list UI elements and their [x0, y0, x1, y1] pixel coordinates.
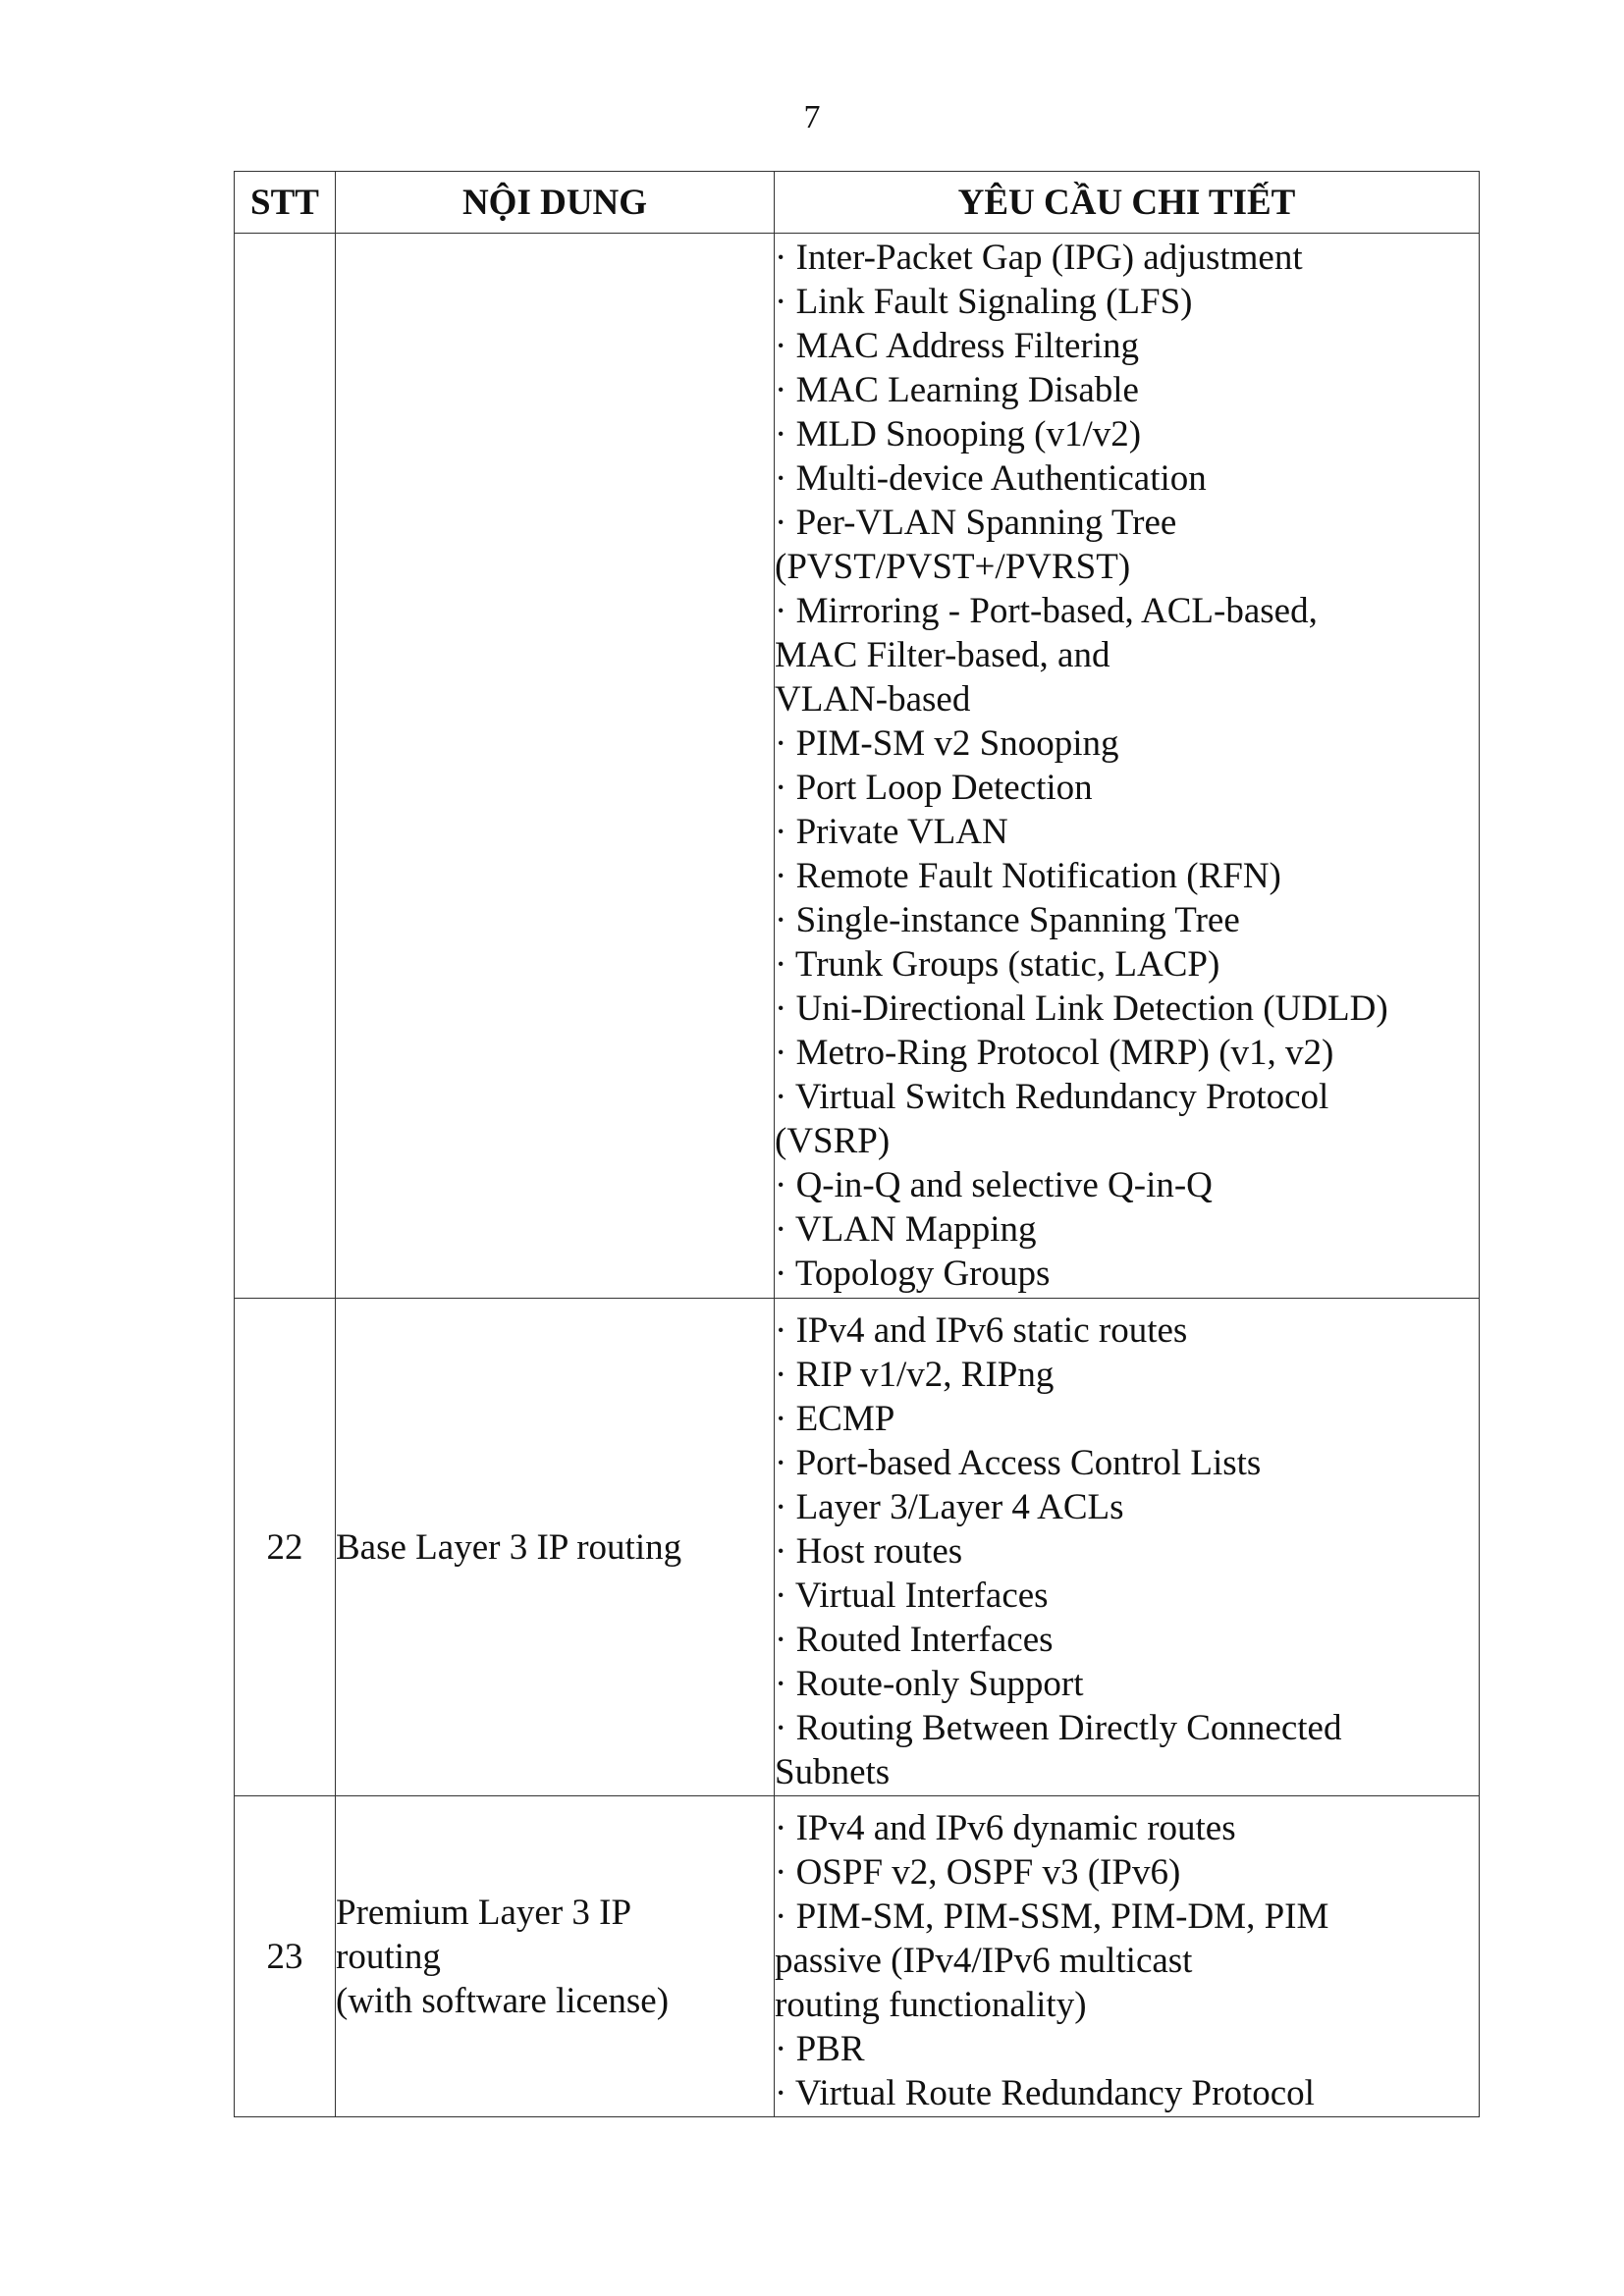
detail-line: · Port-based Access Control Lists [775, 1443, 1262, 1483]
detail-line: · ECMP [775, 1399, 895, 1439]
detail-line: · Link Fault Signaling (LFS) [775, 282, 1193, 322]
detail-line: · Q-in-Q and selective Q-in-Q [775, 1165, 1213, 1205]
detail-line: passive (IPv4/IPv6 multicast [775, 1941, 1193, 1981]
detail-line: · Uni-Directional Link Detection (UDLD) [775, 988, 1388, 1029]
header-yeu-cau-chi-tiet: YÊU CẦU CHI TIẾT [775, 172, 1480, 234]
page-number: 7 [803, 99, 821, 135]
row-details [775, 234, 1480, 1299]
detail-line: · Remote Fault Notification (RFN) [775, 856, 1281, 896]
detail-line: · PIM-SM v2 Snooping [775, 723, 1119, 764]
row-content [336, 234, 775, 1299]
detail-line: · Multi-device Authentication [775, 458, 1207, 499]
detail-line: · Virtual Switch Redundancy Protocol [775, 1077, 1329, 1117]
detail-line: · VLAN Mapping [775, 1209, 1037, 1250]
detail-line: · Single-instance Spanning Tree [775, 900, 1240, 940]
row-content [336, 1299, 775, 1796]
table-header [235, 172, 1480, 234]
detail-line: · MAC Address Filtering [775, 326, 1140, 366]
detail-line: · MAC Learning Disable [775, 370, 1139, 410]
content-line: (with software license) [336, 1980, 670, 2021]
detail-line: · Virtual Route Redundancy Protocol [775, 2073, 1315, 2113]
detail-line: · Virtual Interfaces [775, 1575, 1049, 1616]
header-noi-dung: NỘI DUNG [336, 172, 775, 234]
row-details [775, 1796, 1480, 2117]
table-row [235, 1796, 1480, 2117]
row-stt: 22 [235, 1299, 336, 1796]
row-details [775, 1299, 1480, 1796]
detail-line: · PBR [775, 2029, 865, 2069]
row-content [336, 1796, 775, 2117]
detail-line: VLAN-based [775, 679, 971, 720]
detail-line: · RIP v1/v2, RIPng [775, 1355, 1055, 1395]
detail-line: MAC Filter-based, and [775, 635, 1110, 675]
detail-line: · Mirroring - Port-based, ACL-based, [775, 591, 1318, 631]
table-row [235, 234, 1480, 1299]
detail-line: · Trunk Groups (static, LACP) [775, 944, 1220, 985]
detail-line: · PIM-SM, PIM-SSM, PIM-DM, PIM [775, 1896, 1329, 1937]
content-line: Premium Layer 3 IP [336, 1892, 632, 1933]
detail-line: · Route-only Support [775, 1664, 1084, 1704]
detail-line: · Metro-Ring Protocol (MRP) (v1, v2) [775, 1033, 1334, 1073]
content-line: Base Layer 3 IP routing [336, 1526, 682, 1568]
detail-line: · Inter-Packet Gap (IPG) adjustment [775, 238, 1303, 278]
detail-line: · IPv4 and IPv6 static routes [775, 1310, 1188, 1351]
table-header-row [235, 172, 1480, 234]
detail-line: Subnets [775, 1752, 891, 1792]
row-stt [235, 234, 336, 1299]
detail-line: · Host routes [775, 1531, 963, 1572]
detail-line: · MLD Snooping (v1/v2) [775, 414, 1142, 454]
table-row [235, 1299, 1480, 1796]
row-stt: 23 [235, 1796, 336, 2117]
detail-line: routing functionality) [775, 1985, 1087, 2025]
detail-line: · Routing Between Directly Connected [775, 1708, 1342, 1748]
detail-line: · Per-VLAN Spanning Tree [775, 503, 1177, 543]
header-stt: STT [235, 172, 336, 234]
detail-line: · Private VLAN [775, 812, 1008, 852]
detail-line: · Port Loop Detection [775, 768, 1093, 808]
detail-line: · Routed Interfaces [775, 1620, 1054, 1660]
detail-line: (VSRP) [775, 1121, 891, 1161]
table-body [235, 234, 1480, 2117]
detail-line: (PVST/PVST+/PVRST) [775, 547, 1131, 587]
content-line: routing [336, 1936, 441, 1977]
detail-line: · Topology Groups [775, 1254, 1051, 1294]
detail-line: · IPv4 and IPv6 dynamic routes [775, 1808, 1236, 1848]
detail-line: · OSPF v2, OSPF v3 (IPv6) [775, 1852, 1181, 1893]
requirements-table [234, 171, 1480, 2117]
detail-line: · Layer 3/Layer 4 ACLs [775, 1487, 1124, 1527]
